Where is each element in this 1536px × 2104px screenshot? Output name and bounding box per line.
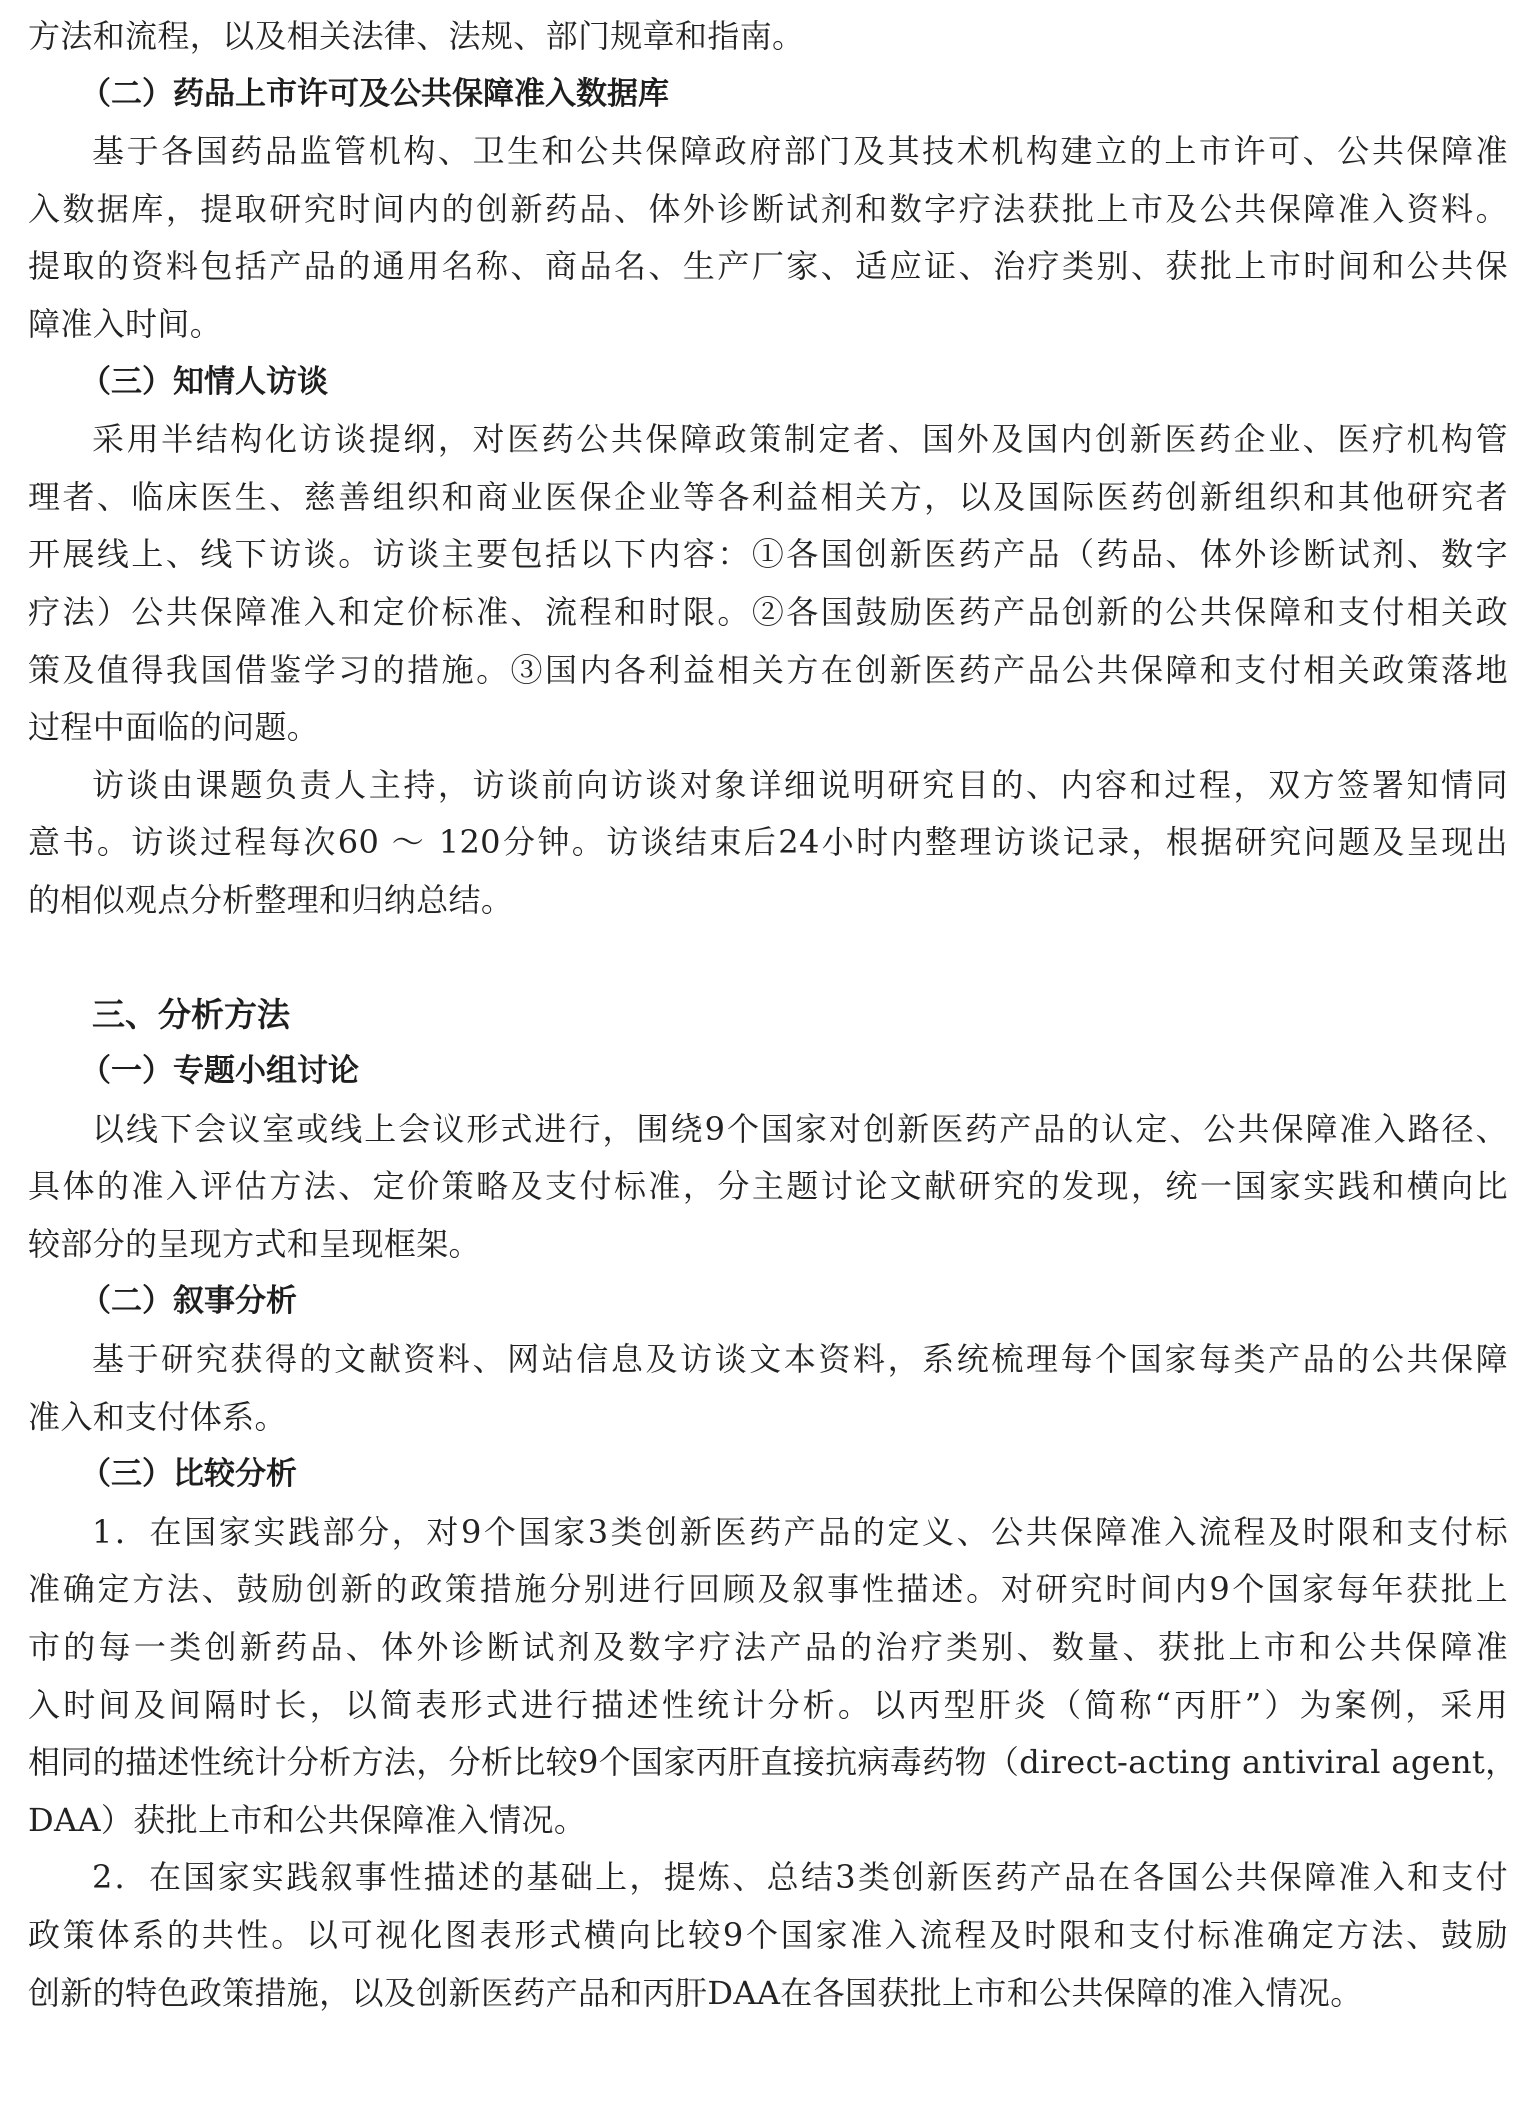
subheading-approval-database: （二）药品上市许可及公共保障准入数据库 bbox=[80, 75, 669, 112]
text-line: 市的每一类创新药品、体外诊断试剂及数字疗法产品的治疗类别、数量、获批上市和公共保障准 bbox=[28, 1628, 1508, 1667]
text-line: 的相似观点分析整理和归纳总结。 bbox=[28, 880, 514, 919]
paragraph-comparative-analysis-1 bbox=[28, 1504, 1518, 1850]
paragraph-comparative-analysis-2 bbox=[28, 1849, 1508, 2022]
text-line: 相同的描述性统计分析方法，分析比较9个国家丙肝直接抗病毒药物（direct-acting antiviral agent， bbox=[28, 1743, 1518, 1782]
text-line: 政策体系的共性。以可视化图表形式横向比较9个国家准入流程及时限和支付标准确定方法、鼓励 bbox=[28, 1916, 1508, 1954]
subheading-comparative-analysis: （三）比较分析 bbox=[80, 1456, 297, 1493]
text-line: 策及值得我国借鉴学习的措施。③国内各利益相关方在创新医药产品公共保障和支付相关政策落地 bbox=[28, 650, 1508, 689]
section-heading-analysis-methods: 三、分析方法 bbox=[92, 994, 290, 1034]
text-line: DAA）获批上市和公共保障准入情况。 bbox=[28, 1800, 587, 1839]
text-line: 采用半结构化访谈提纲，对医药公共保障政策制定者、国外及国内创新医药企业、医疗机构管 bbox=[92, 420, 1508, 459]
paragraph-interviews-2 bbox=[28, 757, 1508, 930]
text-line: 创新的特色政策措施，以及创新医药产品和丙肝DAA在各国获批上市和公共保障的准入情况。 bbox=[28, 1973, 1363, 2012]
subheading-group-discussion: （一）专题小组讨论 bbox=[80, 1053, 359, 1090]
text-line: 1．在国家实践部分，对9个国家3类创新医药产品的定义、公共保障准入流程及时限和支付标 bbox=[92, 1512, 1508, 1551]
text-line: 过程中面临的问题。 bbox=[28, 708, 320, 747]
text-line: 以线下会议室或线上会议形式进行，围绕9个国家对创新医药产品的认定、公共保障准入路径、 bbox=[92, 1109, 1508, 1148]
text-line: 基于各国药品监管机构、卫生和公共保障政府部门及其技术机构建立的上市许可、公共保障准 bbox=[92, 132, 1508, 171]
paragraph-interviews-1 bbox=[28, 411, 1508, 757]
paragraph-narrative-analysis bbox=[28, 1331, 1508, 1446]
text-line: 提取的资料包括产品的通用名称、商品名、生产厂家、适应证、治疗类别、获批上市时间和公共保 bbox=[28, 247, 1508, 286]
subheading-narrative-analysis: （二）叙事分析 bbox=[80, 1283, 297, 1320]
text-line: 准入和支付体系。 bbox=[28, 1397, 287, 1436]
text-line: 基于研究获得的文献资料、网站信息及访谈文本资料，系统梳理每个国家每类产品的公共保障 bbox=[92, 1340, 1508, 1379]
text-line: 开展线上、线下访谈。访谈主要包括以下内容：①各国创新医药产品（药品、体外诊断试剂、数字 bbox=[28, 535, 1508, 574]
text-line: 理者、临床医生、慈善组织和商业医保企业等各利益相关方，以及国际医药创新组织和其他研究者 bbox=[28, 477, 1508, 516]
paragraph-approval-database bbox=[28, 123, 1508, 353]
text-line: 准确定方法、鼓励创新的政策措施分别进行回顾及叙事性描述。对研究时间内9个国家每年获批上 bbox=[28, 1570, 1508, 1609]
text-line: 方法和流程，以及相关法律、法规、部门规章和指南。 bbox=[28, 17, 805, 55]
paragraph-group-discussion bbox=[28, 1101, 1508, 1274]
paragraph-methods-intro bbox=[28, 8, 1508, 66]
text-line: 障准入时间。 bbox=[28, 304, 223, 343]
text-line: 入数据库，提取研究时间内的创新药品、体外诊断试剂和数字疗法获批上市及公共保障准入资料。 bbox=[28, 189, 1508, 228]
subheading-interviews: （三）知情人访谈 bbox=[80, 363, 328, 400]
document-page bbox=[28, 8, 1518, 2022]
text-line: 入时间及间隔时长，以简表形式进行描述性统计分析。以丙型肝炎（简称“丙肝”）为案例，采用 bbox=[28, 1685, 1508, 1724]
text-line: 意书。访谈过程每次60 ～ 120分钟。访谈结束后24小时内整理访谈记录，根据研究问题及呈现出 bbox=[28, 823, 1508, 862]
text-line: 2．在国家实践叙事性描述的基础上，提炼、总结3类创新医药产品在各国公共保障准入和支付 bbox=[92, 1858, 1508, 1897]
text-line: 具体的准入评估方法、定价策略及支付标准，分主题讨论文献研究的发现，统一国家实践和横向比 bbox=[28, 1167, 1508, 1206]
text-line: 访谈由课题负责人主持，访谈前向访谈对象详细说明研究目的、内容和过程，双方签署知情同 bbox=[92, 765, 1508, 804]
text-line: 较部分的呈现方式和呈现框架。 bbox=[28, 1224, 481, 1263]
text-line: 疗法）公共保障准入和定价标准、流程和时限。②各国鼓励医药产品创新的公共保障和支付相关政 bbox=[28, 592, 1508, 631]
